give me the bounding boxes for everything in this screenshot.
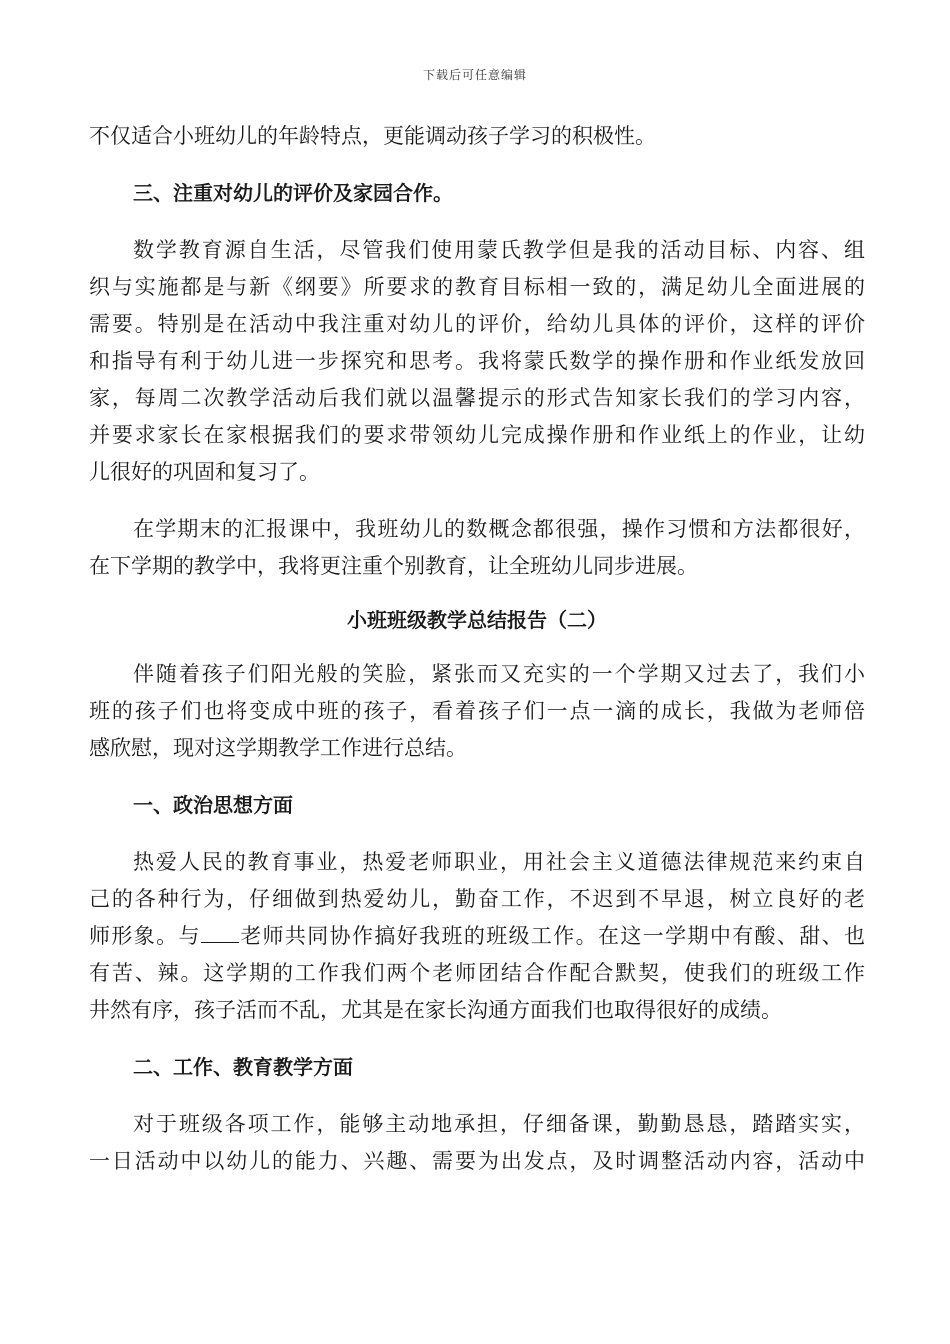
paragraph-line: 数学教育源自生活，尽管我们使用蒙氏教学但是我的活动目标、内容、组 (133, 238, 865, 262)
paragraph-line: 和指导有利于幼儿进一步探究和思考。我将蒙氏数学的操作册和作业纸发放回 (89, 349, 865, 373)
paragraph-line (89, 918, 865, 955)
paragraph-line: 班的孩子们也将变成中班的孩子，看着孩子们一点一滴的成长，我做为老师倍 (89, 699, 865, 723)
paragraph-term-end (89, 511, 865, 585)
paragraph-line: 一日活动中以幼儿的能力、兴趣、需要为出发点，及时调整活动内容，活动中 (89, 1149, 865, 1173)
paragraph-line: 织与实施都是与新《纲要》所要求的教育目标相一致的，满足幼儿全面进展的 (89, 275, 865, 299)
paragraph-line: 感欣慰，现对这学期教学工作进行总结。 (89, 736, 467, 760)
paragraph-line: 对于班级各项工作，能够主动地承担，仔细备课，勤勤恳恳，踏踏实实， (133, 1112, 865, 1136)
paragraph-math-education (89, 232, 865, 491)
paragraph-line: 热爱人民的教育事业，热爱老师职业，用社会主义道德法律规范来约束自 (133, 850, 865, 874)
page-header: 下载后可任意编辑 (422, 68, 527, 82)
paragraph-line: 需要。特别是在活动中我注重对幼儿的评价，给幼儿具体的评价，这样的评价 (89, 312, 865, 336)
paragraph-line: 有苦、辣。这学期的工作我们两个老师团结合作配合默契，使我们的班级工作 (89, 961, 865, 985)
paragraph-line: 家，每周二次教学活动后我们就以温馨提示的形式告知家长我们的学习内容， (89, 386, 865, 410)
paragraph-line: 儿很好的巩固和复习了。 (89, 460, 320, 484)
paragraph-work (89, 1106, 865, 1180)
section-heading-1: 一、政治思想方面 (133, 793, 293, 817)
paragraph-line: 不仅适合小班幼儿的年龄特点，更能调动孩子学习的积极性。 (89, 124, 656, 148)
paragraph-line: 井然有序，孩子活而不乱，尤其是在家长沟通方面我们也取得很好的成绩。 (89, 998, 782, 1022)
paragraph-political (89, 844, 865, 1029)
paragraph-line: 在下学期的教学中，我将更注重个别教育，让全班幼儿同步进展。 (89, 554, 698, 578)
line-text: 老师共同协作搞好我班的班级工作。在这一学期中有酸、甜、也 (238, 924, 865, 948)
paragraph-line: 在学期末的汇报课中，我班幼儿的数概念都很强，操作习惯和方法都很好， (133, 517, 865, 541)
paragraph-line: 己的各种行为，仔细做到热爱幼儿，勤奋工作，不迟到不早退，树立良好的老 (89, 887, 865, 911)
blank-underline (201, 922, 239, 943)
document-body (89, 118, 865, 1180)
paragraph-line: 并要求家长在家根据我们的要求带领幼儿完成操作册和作业纸上的作业，让幼 (89, 423, 865, 447)
line-text: 师形象。与 (89, 924, 201, 948)
report-title: 小班班级教学总结报告（二） (347, 608, 607, 632)
paragraph-intro (89, 656, 865, 767)
section-heading-2: 二、工作、教育教学方面 (133, 1055, 353, 1079)
paragraph-line: 伴随着孩子们阳光般的笑脸，紧张而又充实的一个学期又过去了，我们小 (133, 662, 865, 686)
section-heading-3: 三、注重对幼儿的评价及家园合作。 (133, 181, 453, 205)
